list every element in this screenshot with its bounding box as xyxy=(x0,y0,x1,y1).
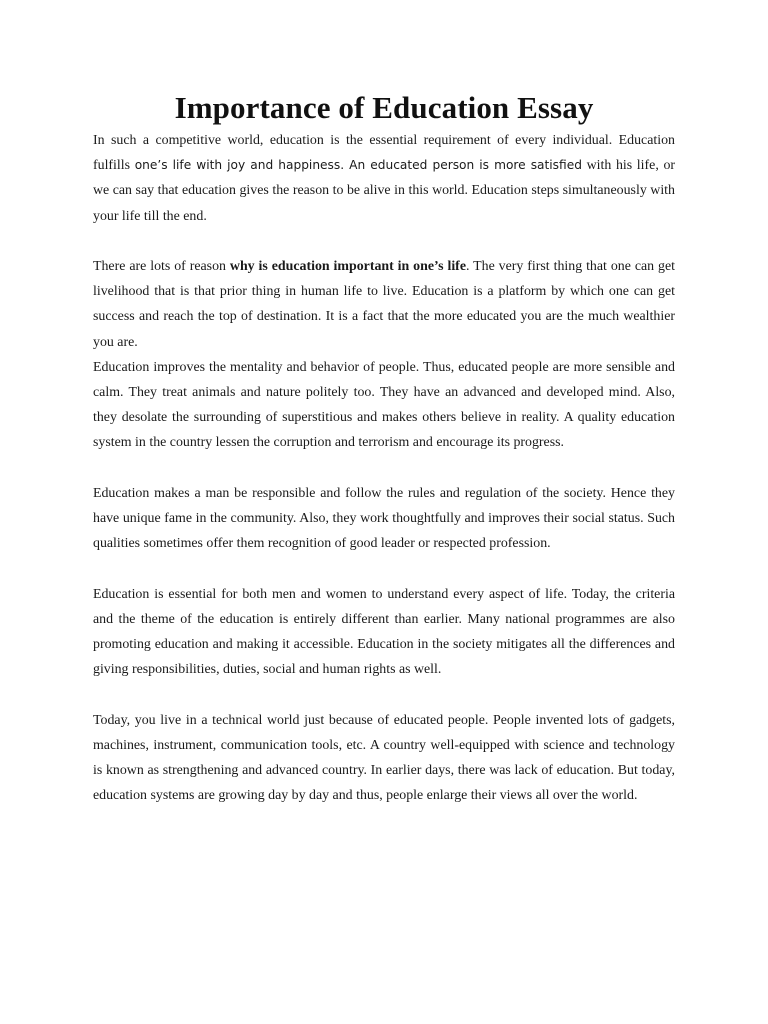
paragraph-spacer xyxy=(93,556,675,581)
paragraph-2-text-c: . The very first thing that one can get livelihood that is that prior thing in human life to live. Education is a platform by which one can get success and reach the top of destination. It is a fact that the more educated you are the much wealthier you are. xyxy=(93,259,675,350)
page-title: Importance of Education Essay xyxy=(174,90,594,125)
paragraph-spacer xyxy=(93,229,675,254)
paragraph-spacer xyxy=(93,456,675,481)
paragraph-6: Today, you live in a technical world just because of educated people. People invented lots of gadgets, machines, instrument, communication tools, etc. A country well-equipped with science and technology is known as strengthening and advanced country. In earlier days, there was lack of education. But today, education systems are growing day by day and thus, people enlarge their views all over the world. xyxy=(93,712,675,804)
paragraph-2 xyxy=(93,254,675,355)
paragraph-1-text-c: with his life, or we can say that education gives the reason to be alive in this world. Education steps simultaneously with your life till the end. xyxy=(93,158,676,224)
paragraph-spacer xyxy=(93,682,675,707)
paragraph-2-bold-phrase: why is education important in one’s life xyxy=(229,259,466,274)
paragraph-1-text-a: In such a competitive world, education is the essential requirement of every individual. Education fulfills xyxy=(93,133,675,174)
paragraph-5: Education is essential for both men and women to understand every aspect of life. Today, the criteria and the theme of the education is entirely different than earlier. Many national programmes are also promoting education and making it accessible. Education in the society mitigates all the differences and giving responsibilities, duties, social and human rights as well. xyxy=(93,586,675,678)
paragraph-2-text-a: There are lots of reason xyxy=(93,259,230,274)
paragraph-3: Education improves the mentality and behavior of people. Thus, educated people are more sensible and calm. They treat animals and nature politely too. They have an advanced and developed mind. Also, they desolate the surrounding of superstitious and makes others believe in reality. A quality education system in the country lessen the corruption and terrorism and encourage its progress. xyxy=(93,359,675,451)
paragraph-4: Education makes a man be responsible and follow the rules and regulation of the society. Hence they have unique fame in the community. Also, they work thoughtfully and improves their social status. Such qualities sometimes offer them recognition of good leader or respected profession. xyxy=(93,485,675,552)
paragraph-1-text-b: one’s life with joy and happiness. An educated person is more satisfied xyxy=(134,158,582,173)
paragraph-1 xyxy=(93,128,675,229)
document-page xyxy=(93,88,675,808)
